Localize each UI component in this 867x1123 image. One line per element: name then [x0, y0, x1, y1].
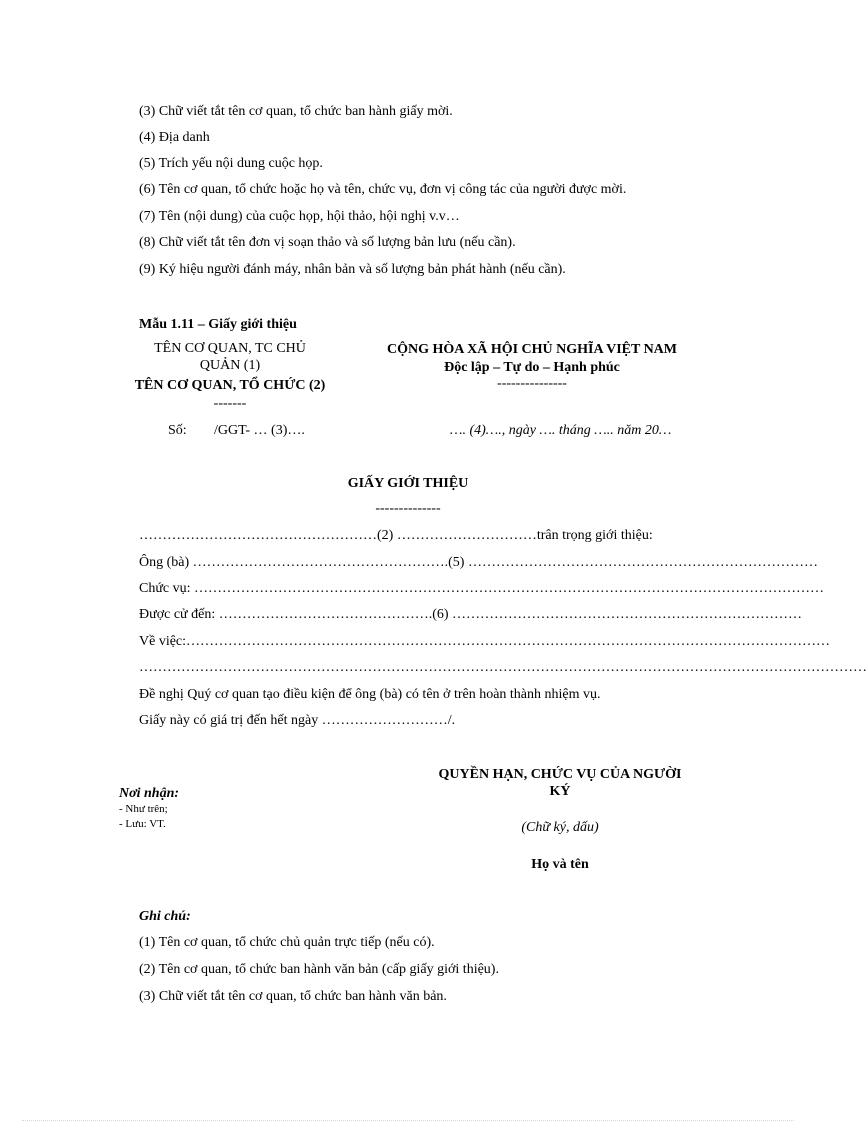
number-value: /GGT- … (3)….	[214, 423, 305, 438]
request-line: Đề nghị Quý cơ quan tạo điều kiện để ông (bà) có tên ở trên hoàn thành nhiệm vụ.	[139, 687, 601, 702]
national-title: CỘNG HÒA XÃ HỘI CHỦ NGHĨA VIỆT NAM	[386, 342, 677, 357]
about-continued-line: …………………………………………………………………………………………………………………………………………	[139, 660, 867, 675]
note-line: (9) Ký hiệu người đánh máy, nhân bản và số lượng bản phát hành (nếu cần).	[139, 262, 566, 277]
signer-title-line1: QUYỀN HẠN, CHỨC VỤ CỦA NGƯỜI	[438, 767, 682, 782]
parent-agency-line1: TÊN CƠ QUAN, TC CHỦ	[154, 341, 306, 356]
parent-agency-line2: QUẢN (1)	[199, 358, 261, 373]
form-title: Mẫu 1.11 – Giấy giới thiệu	[139, 317, 297, 332]
about-line: Về việc:…………………………………………………………………………………………………………………………	[139, 634, 831, 649]
validity-line: Giấy này có giá trị đến hết ngày ………………………/.	[139, 713, 456, 728]
footnote-item: (1) Tên cơ quan, tổ chức chủ quản trực tiếp (nếu có).	[139, 935, 435, 950]
recipients-label: Nơi nhận:	[119, 786, 180, 801]
position-line: Chức vụ: ………………………………………………………………………………………………………………………	[139, 581, 825, 596]
motto-rule: ---------------	[497, 376, 567, 391]
national-motto: Độc lập – Tự do – Hạnh phúc	[444, 360, 620, 375]
recipient-item: - Lưu: VT.	[119, 818, 166, 830]
agency-rule: -------	[213, 396, 247, 411]
signature-note: (Chữ ký, dấu)	[521, 820, 599, 835]
note-line: (6) Tên cơ quan, tổ chức hoặc họ và tên, chức vụ, đơn vị công tác của người được mời.	[139, 182, 627, 197]
note-line: (3) Chữ viết tắt tên cơ quan, tổ chức ban hành giấy mời.	[139, 104, 453, 119]
note-line: (8) Chữ viết tắt tên đơn vị soạn thảo và số lượng bản lưu (nếu cần).	[139, 235, 516, 250]
signer-name: Họ và tên	[531, 857, 589, 872]
note-line: (7) Tên (nội dung) của cuộc họp, hội thảo, hội nghị v.v…	[139, 209, 460, 224]
mr-line: Ông (bà) ……………………………………………….(5) …………………………………………………………………	[139, 555, 818, 570]
document-title: GIẤY GIỚI THIỆU	[347, 476, 469, 491]
recipient-item: - Như trên;	[119, 803, 168, 815]
document-title-rule: --------------	[375, 501, 441, 516]
intro-line	[139, 528, 653, 544]
intro-text: trân trọng giới thiệu:	[536, 528, 653, 543]
agency-name: TÊN CƠ QUAN, TỔ CHỨC (2)	[134, 378, 326, 393]
note-line: (5) Trích yếu nội dung cuộc họp.	[139, 156, 323, 171]
footnote-item: (3) Chữ viết tắt tên cơ quan, tổ chức ban hành văn bản.	[139, 989, 447, 1004]
footnotes-label: Ghi chú:	[139, 909, 191, 924]
note-line: (4) Địa danh	[139, 130, 210, 145]
place-date: …. (4)…., ngày …. tháng ….. năm 20…	[450, 423, 672, 438]
signer-title-line2: KÝ	[549, 784, 571, 799]
footnote-item: (2) Tên cơ quan, tổ chức ban hành văn bản (cấp giấy giới thiệu).	[139, 962, 499, 977]
sent-to-line: Được cử đến: ……………………………………….(6) …………………………………………………………………	[139, 607, 803, 622]
page-bottom-rule	[22, 1120, 794, 1121]
intro-blank: ……………………………………………(2) …………………………	[139, 528, 537, 543]
number-label: Số:	[168, 423, 187, 438]
